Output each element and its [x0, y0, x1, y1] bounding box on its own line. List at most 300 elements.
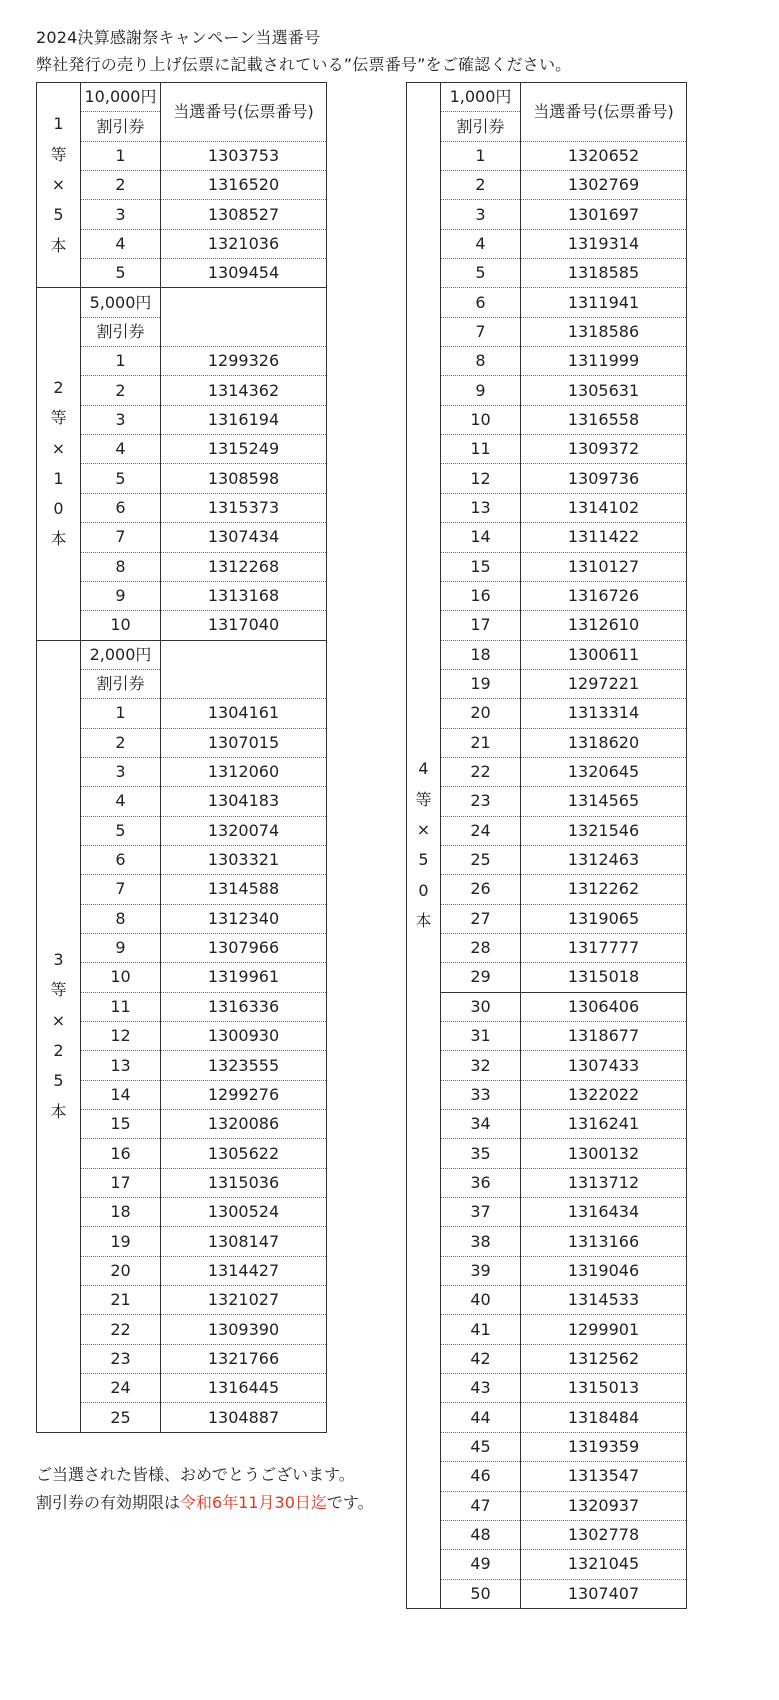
table-row [37, 347, 327, 376]
row-index: 14 [441, 523, 521, 552]
table-row [407, 464, 687, 493]
table-row [407, 1344, 687, 1373]
winning-number: 1315013 [521, 1374, 687, 1403]
table-row [37, 1022, 327, 1051]
prize-table-right [406, 82, 687, 1609]
prize-rank-label [407, 83, 441, 1609]
row-index: 18 [81, 1198, 161, 1227]
winning-number: 1311941 [521, 288, 687, 317]
row-index: 4 [441, 229, 521, 258]
page-title: 2024決算感謝祭キャンペーン当選番号 [36, 28, 321, 47]
row-index: 3 [81, 405, 161, 434]
winning-number: 1316434 [521, 1198, 687, 1227]
winning-number: 1303753 [161, 141, 327, 170]
row-index: 6 [441, 288, 521, 317]
table-row [37, 259, 327, 288]
row-index: 12 [81, 1022, 161, 1051]
table-row [407, 1139, 687, 1168]
table-row [407, 1579, 687, 1608]
winning-number: 1318484 [521, 1403, 687, 1432]
winning-number: 1311999 [521, 347, 687, 376]
row-index: 25 [81, 1403, 161, 1432]
table-row [407, 992, 687, 1021]
winning-number: 1308527 [161, 200, 327, 229]
table-row [407, 347, 687, 376]
winning-number: 1322022 [521, 1080, 687, 1109]
row-index: 32 [441, 1051, 521, 1080]
winning-number: 1316520 [161, 171, 327, 200]
row-index: 10 [441, 405, 521, 434]
table-row [407, 1198, 687, 1227]
winning-number: 1317777 [521, 933, 687, 962]
ticket-type: 割引券 [81, 317, 161, 346]
table-row [37, 992, 327, 1021]
row-index: 21 [441, 728, 521, 757]
table-row [37, 816, 327, 845]
row-index: 10 [81, 611, 161, 640]
winning-number: 1314102 [521, 493, 687, 522]
row-index: 1 [81, 699, 161, 728]
row-index: 17 [441, 611, 521, 640]
table-row [37, 229, 327, 258]
table-row [407, 1227, 687, 1256]
row-index: 20 [81, 1256, 161, 1285]
row-index: 17 [81, 1168, 161, 1197]
winning-number: 1301697 [521, 200, 687, 229]
table-row [407, 317, 687, 346]
row-index: 43 [441, 1374, 521, 1403]
table-row [37, 904, 327, 933]
table-row [407, 1022, 687, 1051]
row-index: 34 [441, 1110, 521, 1139]
table-row [407, 728, 687, 757]
ticket-header-row [37, 288, 327, 317]
row-index: 4 [81, 787, 161, 816]
winning-number: 1300930 [161, 1022, 327, 1051]
winning-number: 1314362 [161, 376, 327, 405]
expiry-prefix: 割引券の有効期限は [36, 1493, 181, 1512]
table-row [407, 288, 687, 317]
table-row [407, 699, 687, 728]
row-index: 49 [441, 1550, 521, 1579]
table-row [37, 464, 327, 493]
ticket-header-row [407, 83, 687, 112]
winning-number: 1312562 [521, 1344, 687, 1373]
row-index: 47 [441, 1491, 521, 1520]
table-row [37, 493, 327, 522]
table-row [37, 1139, 327, 1168]
table-row [407, 816, 687, 845]
page-subtitle: 弊社発行の売り上げ伝票に記載されている”伝票番号”をご確認ください。 [36, 55, 572, 74]
table-row [407, 435, 687, 464]
table-row [37, 1168, 327, 1197]
table-row [37, 1286, 327, 1315]
row-index: 38 [441, 1227, 521, 1256]
ticket-type: 割引券 [441, 112, 521, 141]
winning-number: 1300611 [521, 640, 687, 669]
row-index: 23 [81, 1344, 161, 1373]
winning-number: 1320937 [521, 1491, 687, 1520]
winning-number: 1321045 [521, 1550, 687, 1579]
row-index: 6 [81, 845, 161, 874]
table-row [407, 1315, 687, 1344]
winning-number: 1315373 [161, 493, 327, 522]
row-index: 20 [441, 699, 521, 728]
row-index: 1 [81, 347, 161, 376]
table-row [37, 1374, 327, 1403]
winning-number: 1321036 [161, 229, 327, 258]
table-row [407, 200, 687, 229]
table-row [407, 640, 687, 669]
table-row [407, 229, 687, 258]
row-index: 14 [81, 1080, 161, 1109]
winning-number: 1320086 [161, 1110, 327, 1139]
winning-number: 1316445 [161, 1374, 327, 1403]
prize-rank-label [37, 640, 81, 1432]
table-row [37, 699, 327, 728]
winning-number: 1304887 [161, 1403, 327, 1432]
prize-rank-text: 1 等 × 5 本 [50, 114, 67, 255]
table-row [407, 1374, 687, 1403]
row-index: 1 [441, 141, 521, 170]
row-index: 16 [441, 581, 521, 610]
row-index: 41 [441, 1315, 521, 1344]
winning-number: 1307433 [521, 1051, 687, 1080]
row-index: 27 [441, 904, 521, 933]
winning-number: 1318585 [521, 259, 687, 288]
table-row [37, 757, 327, 786]
winning-number: 1312340 [161, 904, 327, 933]
winning-number: 1307434 [161, 523, 327, 552]
prize-rank-text: 4 等 × 5 0 本 [415, 759, 432, 930]
winning-number: 1320645 [521, 757, 687, 786]
table-row [37, 376, 327, 405]
ticket-value: 10,000円 [81, 83, 161, 112]
row-index: 22 [81, 1315, 161, 1344]
winning-number: 1314565 [521, 787, 687, 816]
table-row [37, 875, 327, 904]
winning-number: 1319359 [521, 1432, 687, 1461]
column-header [161, 640, 327, 699]
column-header [161, 288, 327, 347]
row-index: 7 [81, 523, 161, 552]
winning-number: 1312262 [521, 875, 687, 904]
table-row [407, 552, 687, 581]
row-index: 25 [441, 845, 521, 874]
winning-number: 1313314 [521, 699, 687, 728]
table-row [37, 787, 327, 816]
table-row [407, 376, 687, 405]
table-row [407, 523, 687, 552]
winning-number: 1319961 [161, 963, 327, 992]
row-index: 5 [81, 464, 161, 493]
winning-number: 1320652 [521, 141, 687, 170]
winning-number: 1305631 [521, 376, 687, 405]
winning-number: 1305622 [161, 1139, 327, 1168]
row-index: 2 [81, 171, 161, 200]
row-index: 3 [81, 757, 161, 786]
table-row [37, 1110, 327, 1139]
row-index: 16 [81, 1139, 161, 1168]
row-index: 19 [81, 1227, 161, 1256]
table-row [407, 1550, 687, 1579]
winning-number: 1312610 [521, 611, 687, 640]
row-index: 9 [81, 581, 161, 610]
winning-number: 1309454 [161, 259, 327, 288]
table-row [407, 1110, 687, 1139]
winning-number: 1297221 [521, 669, 687, 698]
table-row [407, 1432, 687, 1461]
table-row [37, 552, 327, 581]
row-index: 15 [441, 552, 521, 581]
winning-number: 1307407 [521, 1579, 687, 1608]
table-row [407, 1286, 687, 1315]
winning-number: 1312463 [521, 845, 687, 874]
row-index: 9 [441, 376, 521, 405]
table-row [407, 1168, 687, 1197]
table-row [407, 1051, 687, 1080]
winning-number: 1307015 [161, 728, 327, 757]
row-index: 7 [81, 875, 161, 904]
row-index: 13 [441, 493, 521, 522]
prize-table-left [36, 82, 327, 1433]
winning-number: 1299276 [161, 1080, 327, 1109]
winning-number: 1316336 [161, 992, 327, 1021]
winning-number: 1309390 [161, 1315, 327, 1344]
prize-rank-label [37, 288, 81, 640]
row-index: 5 [441, 259, 521, 288]
winning-number: 1299326 [161, 347, 327, 376]
table-row [37, 435, 327, 464]
row-index: 40 [441, 1286, 521, 1315]
row-index: 6 [81, 493, 161, 522]
table-row [407, 963, 687, 992]
winning-number: 1313712 [521, 1168, 687, 1197]
expiry-message [36, 1491, 374, 1515]
ticket-value: 2,000円 [81, 640, 161, 669]
winning-number: 1313547 [521, 1462, 687, 1491]
winning-number: 1308598 [161, 464, 327, 493]
table-row [37, 611, 327, 640]
table-row [37, 1315, 327, 1344]
row-index: 19 [441, 669, 521, 698]
row-index: 29 [441, 963, 521, 992]
expiry-date: 令和6年11月30日迄 [180, 1493, 327, 1512]
winning-number: 1304183 [161, 787, 327, 816]
row-index: 2 [81, 376, 161, 405]
row-index: 48 [441, 1520, 521, 1549]
prize-rank-label [37, 83, 81, 288]
winning-number: 1315249 [161, 435, 327, 464]
winning-number: 1318620 [521, 728, 687, 757]
winning-number: 1313168 [161, 581, 327, 610]
table-row [407, 405, 687, 434]
table-row [37, 141, 327, 170]
row-index: 11 [81, 992, 161, 1021]
row-index: 28 [441, 933, 521, 962]
row-index: 13 [81, 1051, 161, 1080]
winning-number: 1314588 [161, 875, 327, 904]
row-index: 8 [81, 904, 161, 933]
winning-number: 1303321 [161, 845, 327, 874]
table-row [37, 1227, 327, 1256]
row-index: 24 [81, 1374, 161, 1403]
row-index: 50 [441, 1579, 521, 1608]
table-row [37, 963, 327, 992]
winning-number: 1306406 [521, 992, 687, 1021]
winning-number: 1302778 [521, 1520, 687, 1549]
row-index: 24 [441, 816, 521, 845]
row-index: 2 [81, 728, 161, 757]
winning-number: 1317040 [161, 611, 327, 640]
winning-number: 1321766 [161, 1344, 327, 1373]
winning-number: 1315018 [521, 963, 687, 992]
table-row [407, 1403, 687, 1432]
table-row [407, 493, 687, 522]
winning-number: 1321546 [521, 816, 687, 845]
congrats-message: ご当選された皆様、おめでとうございます。 [36, 1465, 355, 1484]
winning-number: 1316726 [521, 581, 687, 610]
winning-number: 1311422 [521, 523, 687, 552]
ticket-value: 1,000円 [441, 83, 521, 112]
prize-rank-text: 2 等 × 1 0 本 [50, 377, 67, 549]
table-row [407, 581, 687, 610]
table-row [37, 1051, 327, 1080]
ticket-header-row [37, 83, 327, 112]
row-index: 1 [81, 141, 161, 170]
row-index: 45 [441, 1432, 521, 1461]
row-index: 7 [441, 317, 521, 346]
table-row [407, 1491, 687, 1520]
winning-number: 1316558 [521, 405, 687, 434]
row-index: 37 [441, 1198, 521, 1227]
table-row [407, 259, 687, 288]
winning-number: 1323555 [161, 1051, 327, 1080]
winning-number: 1312060 [161, 757, 327, 786]
winning-number: 1320074 [161, 816, 327, 845]
winning-number: 1309372 [521, 435, 687, 464]
row-index: 5 [81, 259, 161, 288]
ticket-header-row [37, 640, 327, 669]
table-row [407, 1462, 687, 1491]
row-index: 9 [81, 933, 161, 962]
ticket-type: 割引券 [81, 669, 161, 698]
winning-number: 1300132 [521, 1139, 687, 1168]
winning-number: 1318677 [521, 1022, 687, 1051]
table-row [407, 1520, 687, 1549]
table-row [37, 845, 327, 874]
expiry-suffix: です。 [326, 1493, 374, 1512]
table-row [407, 787, 687, 816]
row-index: 18 [441, 640, 521, 669]
table-row [37, 200, 327, 229]
row-index: 3 [81, 200, 161, 229]
table-row [37, 1403, 327, 1432]
winning-number: 1309736 [521, 464, 687, 493]
row-index: 15 [81, 1110, 161, 1139]
row-index: 35 [441, 1139, 521, 1168]
winning-number: 1315036 [161, 1168, 327, 1197]
table-row [407, 845, 687, 874]
winning-number: 1316241 [521, 1110, 687, 1139]
table-row [407, 757, 687, 786]
row-index: 31 [441, 1022, 521, 1051]
row-index: 21 [81, 1286, 161, 1315]
table-row [407, 1080, 687, 1109]
winning-number: 1312268 [161, 552, 327, 581]
row-index: 22 [441, 757, 521, 786]
table-row [37, 728, 327, 757]
winning-number: 1310127 [521, 552, 687, 581]
winning-number: 1313166 [521, 1227, 687, 1256]
table-row [37, 523, 327, 552]
row-index: 33 [441, 1080, 521, 1109]
table-row [37, 1256, 327, 1285]
row-index: 39 [441, 1256, 521, 1285]
table-row [407, 669, 687, 698]
table-row [407, 611, 687, 640]
row-index: 8 [441, 347, 521, 376]
ticket-value: 5,000円 [81, 288, 161, 317]
winning-number: 1302769 [521, 171, 687, 200]
row-index: 4 [81, 435, 161, 464]
row-index: 11 [441, 435, 521, 464]
ticket-type: 割引券 [81, 112, 161, 141]
winning-number: 1314533 [521, 1286, 687, 1315]
column-header: 当選番号(伝票番号) [521, 83, 687, 142]
winning-number: 1319065 [521, 904, 687, 933]
row-index: 36 [441, 1168, 521, 1197]
row-index: 4 [81, 229, 161, 258]
row-index: 2 [441, 171, 521, 200]
table-row [407, 141, 687, 170]
table-row [407, 904, 687, 933]
winning-number: 1321027 [161, 1286, 327, 1315]
table-row [37, 1198, 327, 1227]
table-row [407, 875, 687, 904]
winning-number: 1319046 [521, 1256, 687, 1285]
table-row [407, 933, 687, 962]
row-index: 30 [441, 992, 521, 1021]
winning-number: 1304161 [161, 699, 327, 728]
winning-number: 1308147 [161, 1227, 327, 1256]
table-row [37, 171, 327, 200]
row-index: 23 [441, 787, 521, 816]
row-index: 10 [81, 963, 161, 992]
winning-number: 1318586 [521, 317, 687, 346]
column-header: 当選番号(伝票番号) [161, 83, 327, 142]
row-index: 5 [81, 816, 161, 845]
table-row [407, 1256, 687, 1285]
winning-number: 1300524 [161, 1198, 327, 1227]
winning-number: 1307966 [161, 933, 327, 962]
row-index: 42 [441, 1344, 521, 1373]
row-index: 44 [441, 1403, 521, 1432]
table-row [37, 933, 327, 962]
row-index: 12 [441, 464, 521, 493]
table-row [37, 581, 327, 610]
row-index: 26 [441, 875, 521, 904]
row-index: 3 [441, 200, 521, 229]
row-index: 46 [441, 1462, 521, 1491]
row-index: 8 [81, 552, 161, 581]
winning-number: 1319314 [521, 229, 687, 258]
table-row [37, 1344, 327, 1373]
prize-rank-text: 3 等 × 2 5 本 [50, 950, 67, 1121]
winning-number: 1314427 [161, 1256, 327, 1285]
winning-number: 1299901 [521, 1315, 687, 1344]
table-row [407, 171, 687, 200]
